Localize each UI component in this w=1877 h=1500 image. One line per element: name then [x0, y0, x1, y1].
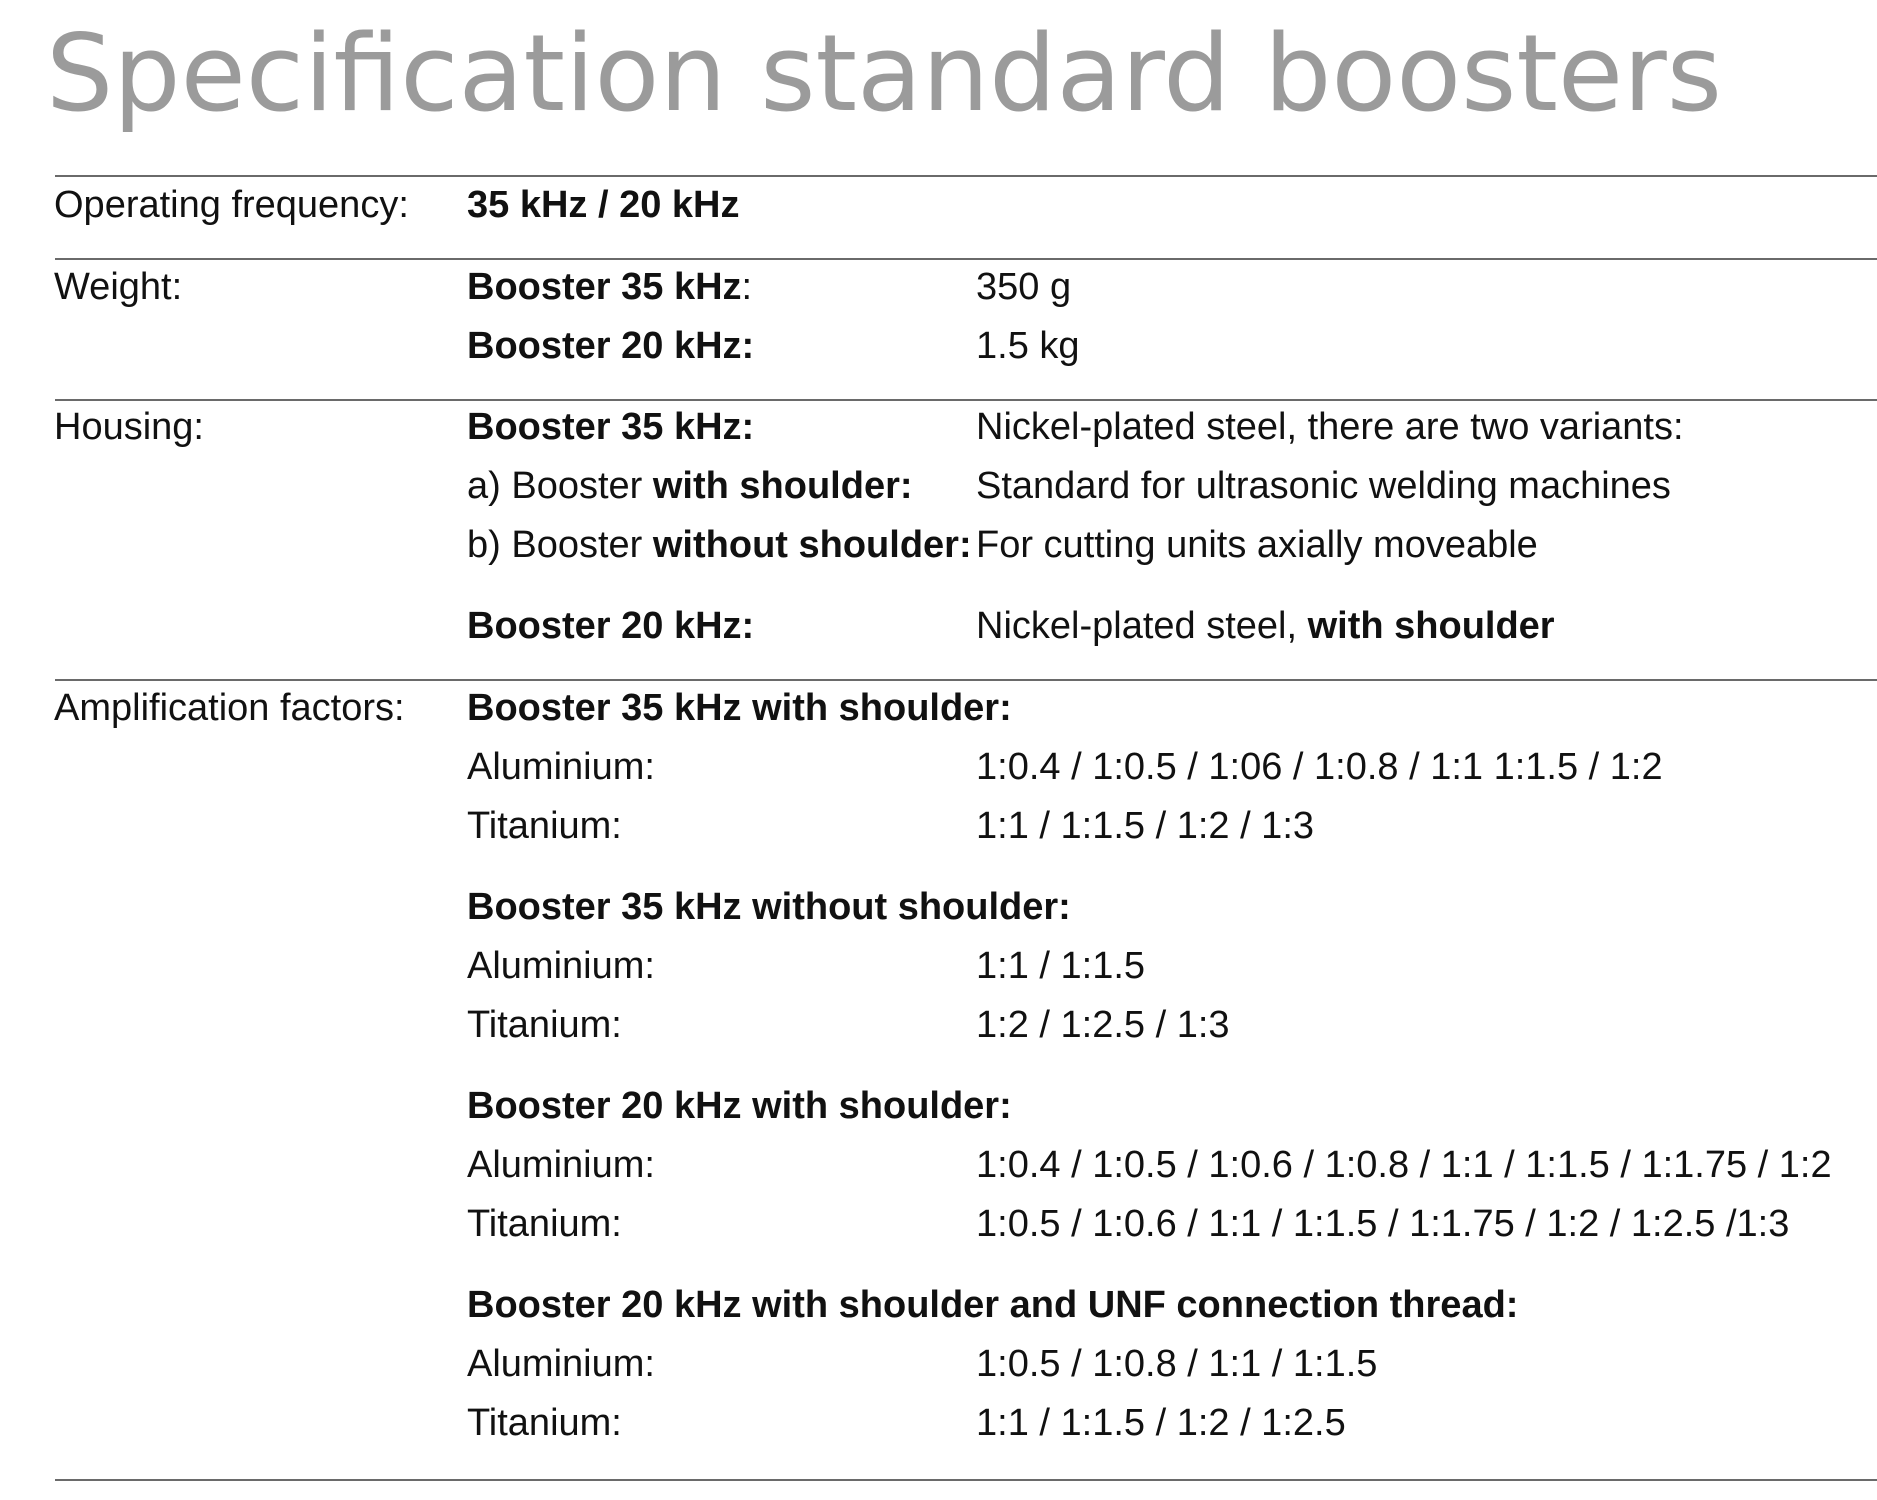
- amplification-material: Titanium:: [467, 1402, 622, 1444]
- section-divider: [55, 1479, 1877, 1481]
- amplification-value: 1:0.4 / 1:0.5 / 1:06 / 1:0.8 / 1:1 1:1.5 / 1:2: [976, 746, 1663, 788]
- weight-label: Weight:: [54, 266, 183, 308]
- housing-booster-35-name: Booster 35 kHz:: [467, 406, 755, 448]
- section-divider: [55, 679, 1877, 681]
- housing-booster-20-name: Booster 20 kHz:: [467, 605, 755, 647]
- amplification-group-heading: Booster 20 kHz with shoulder:: [467, 1085, 1012, 1127]
- section-divider: [55, 399, 1877, 401]
- amplification-group-heading: Booster 35 kHz without shoulder:: [467, 886, 1071, 928]
- amplification-value: 1:2 / 1:2.5 / 1:3: [976, 1004, 1230, 1046]
- amplification-material: Aluminium:: [467, 746, 655, 788]
- amplification-material: Titanium:: [467, 805, 622, 847]
- weight-booster-20-name: Booster 20 kHz:: [467, 325, 755, 367]
- housing-label: Housing:: [54, 406, 204, 448]
- amplification-material: Aluminium:: [467, 945, 655, 987]
- amplification-value: 1:0.4 / 1:0.5 / 1:0.6 / 1:0.8 / 1:1 / 1:1.5 / 1:1.75 / 1:2: [976, 1144, 1832, 1186]
- page-title: Specification standard boosters: [46, 12, 1722, 135]
- weight-booster-35-value: 350 g: [976, 266, 1072, 308]
- amplification-material: Aluminium:: [467, 1144, 655, 1186]
- housing-booster-35-value: Nickel-plated steel, there are two variants:: [976, 406, 1684, 448]
- amplification-material: Aluminium:: [467, 1343, 655, 1385]
- housing-variant-a: a) Booster with shoulder:: [467, 465, 913, 507]
- weight-booster-20-value: 1.5 kg: [976, 325, 1080, 367]
- amplification-value: 1:0.5 / 1:0.6 / 1:1 / 1:1.5 / 1:1.75 / 1:2 / 1:2.5 /1:3: [976, 1203, 1790, 1245]
- housing-variant-b: b) Booster without shoulder:: [467, 524, 972, 566]
- section-divider: [55, 175, 1877, 177]
- operating-frequency-label: Operating frequency:: [54, 184, 409, 226]
- housing-variant-a-value: Standard for ultrasonic welding machines: [976, 465, 1671, 507]
- amplification-value: 1:1 / 1:1.5 / 1:2 / 1:2.5: [976, 1402, 1346, 1444]
- housing-variant-b-value: For cutting units axially moveable: [976, 524, 1538, 566]
- amplification-value: 1:0.5 / 1:0.8 / 1:1 / 1:1.5: [976, 1343, 1378, 1385]
- amplification-value: 1:1 / 1:1.5 / 1:2 / 1:3: [976, 805, 1315, 847]
- amplification-label: Amplification factors:: [54, 687, 405, 729]
- operating-frequency-value: 35 kHz / 20 kHz: [467, 184, 740, 226]
- amplification-group-heading: Booster 35 kHz with shoulder:: [467, 687, 1012, 729]
- amplification-material: Titanium:: [467, 1004, 622, 1046]
- weight-booster-35-name: Booster 35 kHz:: [467, 266, 753, 308]
- amplification-group-heading: Booster 20 kHz with shoulder and UNF connection thread:: [467, 1284, 1519, 1326]
- amplification-value: 1:1 / 1:1.5: [976, 945, 1146, 987]
- housing-booster-20-value: Nickel-plated steel, with shoulder: [976, 605, 1555, 647]
- section-divider: [55, 258, 1877, 260]
- amplification-material: Titanium:: [467, 1203, 622, 1245]
